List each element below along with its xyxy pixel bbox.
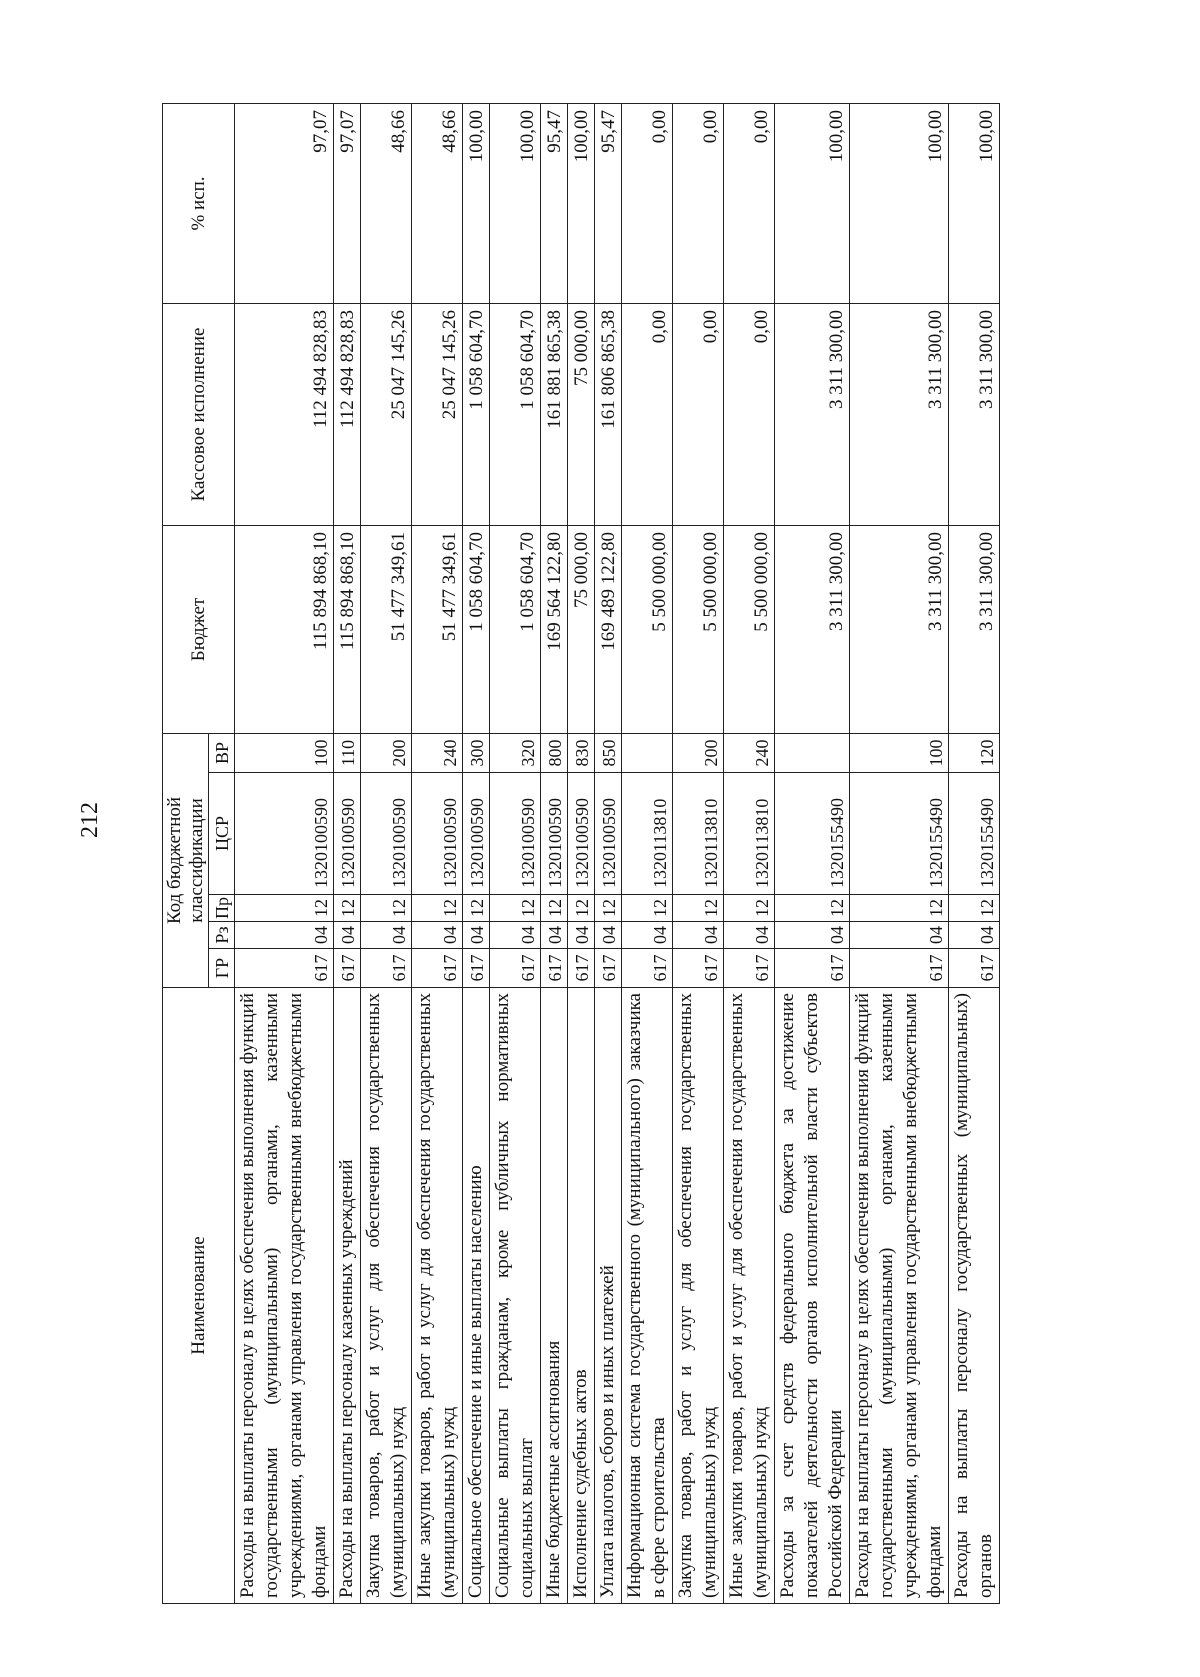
row-gr: 617 [622, 949, 673, 988]
row-execution: 1 058 604,70 [463, 303, 490, 525]
row-gr: 617 [673, 949, 724, 988]
row-execution: 75 000,00 [568, 303, 595, 525]
header-pr: Пр [209, 895, 235, 922]
row-gr: 617 [850, 949, 949, 988]
row-rz: 04 [412, 922, 463, 949]
row-budget: 3 311 300,00 [949, 525, 1000, 733]
row-csr: 1320100590 [595, 773, 622, 895]
row-percent: 97,07 [235, 103, 334, 303]
row-gr: 617 [361, 949, 412, 988]
row-vr: 120 [949, 733, 1000, 772]
row-csr: 1320155490 [949, 773, 1000, 895]
row-execution: 3 311 300,00 [850, 303, 949, 525]
row-pr: 12 [622, 895, 673, 922]
row-execution: 161 806 865,38 [595, 303, 622, 525]
row-budget: 51 477 349,61 [361, 525, 412, 733]
row-gr: 617 [235, 949, 334, 988]
header-gr: ГР [209, 949, 235, 988]
row-percent: 0,00 [724, 103, 775, 303]
row-budget: 5 500 000,00 [622, 525, 673, 733]
row-vr: 830 [568, 733, 595, 772]
row-pr: 12 [949, 895, 1000, 922]
row-rz: 04 [334, 922, 361, 949]
row-rz: 04 [622, 922, 673, 949]
row-name: Расходы на выплаты персоналу казенных учреждений [334, 988, 361, 1604]
row-execution: 161 881 865,38 [541, 303, 568, 525]
row-vr [775, 733, 850, 772]
row-budget: 3 311 300,00 [775, 525, 850, 733]
row-vr: 320 [490, 733, 541, 772]
header-budget: Бюджет [163, 525, 235, 733]
row-budget: 1 058 604,70 [490, 525, 541, 733]
row-rz: 04 [361, 922, 412, 949]
table-row [490, 103, 541, 1603]
table-row [595, 103, 622, 1603]
header-vr: ВР [209, 733, 235, 772]
row-budget: 1 058 604,70 [463, 525, 490, 733]
header-percent: % исп. [163, 103, 235, 303]
row-gr: 617 [541, 949, 568, 988]
row-percent: 100,00 [490, 103, 541, 303]
header-rz: Рз [209, 922, 235, 949]
row-rz: 04 [724, 922, 775, 949]
row-budget: 115 894 868,10 [235, 525, 334, 733]
row-name: Иные закупки товаров, работ и услуг для обеспечения государственных (муниципальных) нужд [724, 988, 775, 1604]
row-percent: 0,00 [673, 103, 724, 303]
row-execution: 25 047 145,26 [361, 303, 412, 525]
row-vr [622, 733, 673, 772]
row-percent: 100,00 [850, 103, 949, 303]
row-csr: 1320100590 [334, 773, 361, 895]
row-budget: 115 894 868,10 [334, 525, 361, 733]
table-row [775, 103, 850, 1603]
table-row [412, 103, 463, 1603]
table-body [235, 103, 1000, 1603]
row-vr: 850 [595, 733, 622, 772]
table-row [361, 103, 412, 1603]
row-csr: 1320100590 [541, 773, 568, 895]
row-name: Расходы за счет средств федерального бюджета за достижение показателей деятельности органов исполнительной власти субъектов Российской Федерации [775, 988, 850, 1604]
row-execution: 0,00 [724, 303, 775, 525]
header-execution: Кассовое исполнение [163, 303, 235, 525]
row-percent: 100,00 [949, 103, 1000, 303]
row-pr: 12 [490, 895, 541, 922]
row-rz: 04 [490, 922, 541, 949]
row-vr: 100 [850, 733, 949, 772]
row-budget: 169 489 122,80 [595, 525, 622, 733]
table-row [334, 103, 361, 1603]
row-name: Уплата налогов, сборов и иных платежей [595, 988, 622, 1604]
row-percent: 95,47 [541, 103, 568, 303]
row-pr: 12 [361, 895, 412, 922]
table-row [949, 103, 1000, 1603]
row-gr: 617 [775, 949, 850, 988]
row-rz: 04 [568, 922, 595, 949]
header-csr: ЦСР [209, 773, 235, 895]
row-percent: 100,00 [568, 103, 595, 303]
row-csr: 1320100590 [412, 773, 463, 895]
row-vr: 240 [724, 733, 775, 772]
row-csr: 1320113810 [724, 773, 775, 895]
row-rz: 04 [595, 922, 622, 949]
row-name: Социальное обеспечение и иные выплаты населению [463, 988, 490, 1604]
row-csr: 1320100590 [568, 773, 595, 895]
table-row [541, 103, 568, 1603]
header-name: Наименование [163, 988, 235, 1604]
row-vr: 110 [334, 733, 361, 772]
row-gr: 617 [949, 949, 1000, 988]
row-vr: 200 [673, 733, 724, 772]
row-name: Расходы на выплаты персоналу государственных (муниципальных) органов [949, 988, 1000, 1604]
table-row [673, 103, 724, 1603]
row-vr: 240 [412, 733, 463, 772]
row-gr: 617 [490, 949, 541, 988]
row-vr: 300 [463, 733, 490, 772]
row-name: Социальные выплаты гражданам, кроме публичных нормативных социальных выплат [490, 988, 541, 1604]
table-row [724, 103, 775, 1603]
row-execution: 0,00 [622, 303, 673, 525]
row-pr: 12 [568, 895, 595, 922]
row-gr: 617 [463, 949, 490, 988]
table-row [568, 103, 595, 1603]
row-rz: 04 [949, 922, 1000, 949]
table-row [622, 103, 673, 1603]
row-pr: 12 [724, 895, 775, 922]
row-csr: 1320113810 [622, 773, 673, 895]
row-execution: 112 494 828,83 [235, 303, 334, 525]
row-percent: 0,00 [622, 103, 673, 303]
row-csr: 1320113810 [673, 773, 724, 895]
row-rz: 04 [463, 922, 490, 949]
row-pr: 12 [463, 895, 490, 922]
row-rz: 04 [541, 922, 568, 949]
row-csr: 1320100590 [463, 773, 490, 895]
row-percent: 97,07 [334, 103, 361, 303]
row-name: Расходы на выплаты персоналу в целях обеспечения выполнения функций государственными (муниципальными) органами, казенными учреждениями, органами управления государственными внебюджетными фондами [235, 988, 334, 1604]
row-budget: 75 000,00 [568, 525, 595, 733]
row-name: Иные закупки товаров, работ и услуг для обеспечения государственных (муниципальных) нужд [412, 988, 463, 1604]
row-gr: 617 [595, 949, 622, 988]
table-row [463, 103, 490, 1603]
row-pr: 12 [595, 895, 622, 922]
row-execution: 25 047 145,26 [412, 303, 463, 525]
page-number: 212 [77, 802, 103, 838]
row-csr: 1320100590 [361, 773, 412, 895]
row-vr: 200 [361, 733, 412, 772]
row-percent: 100,00 [463, 103, 490, 303]
row-gr: 617 [412, 949, 463, 988]
row-pr: 12 [541, 895, 568, 922]
row-budget: 51 477 349,61 [412, 525, 463, 733]
row-rz: 04 [235, 922, 334, 949]
row-pr: 12 [412, 895, 463, 922]
row-csr: 1320155490 [775, 773, 850, 895]
row-csr: 1320100590 [490, 773, 541, 895]
table-row [235, 103, 334, 1603]
row-execution: 1 058 604,70 [490, 303, 541, 525]
row-name: Исполнение судебных актов [568, 988, 595, 1604]
row-percent: 48,66 [361, 103, 412, 303]
row-execution: 3 311 300,00 [949, 303, 1000, 525]
row-execution: 112 494 828,83 [334, 303, 361, 525]
row-gr: 617 [724, 949, 775, 988]
row-percent: 100,00 [775, 103, 850, 303]
row-percent: 95,47 [595, 103, 622, 303]
table-row [850, 103, 949, 1603]
row-pr: 12 [850, 895, 949, 922]
row-pr: 12 [775, 895, 850, 922]
budget-table-sheet [162, 104, 1070, 1604]
budget-execution-table [162, 103, 1000, 1604]
row-gr: 617 [334, 949, 361, 988]
row-name: Закупка товаров, работ и услуг для обеспечения государственных (муниципальных) нужд [361, 988, 412, 1604]
row-csr: 1320155490 [850, 773, 949, 895]
header-code-group: Код бюджетной классификации [163, 733, 209, 987]
row-name: Информационная система государственного (муниципального) заказчика в сфере строительства [622, 988, 673, 1604]
row-budget: 5 500 000,00 [673, 525, 724, 733]
row-rz: 04 [775, 922, 850, 949]
row-budget: 169 564 122,80 [541, 525, 568, 733]
row-pr: 12 [334, 895, 361, 922]
row-rz: 04 [673, 922, 724, 949]
row-pr: 12 [673, 895, 724, 922]
row-name: Иные бюджетные ассигнования [541, 988, 568, 1604]
row-execution: 3 311 300,00 [775, 303, 850, 525]
row-rz: 04 [850, 922, 949, 949]
row-percent: 48,66 [412, 103, 463, 303]
row-name: Расходы на выплаты персоналу в целях обеспечения выполнения функций государственными (муниципальными) органами, казенными учреждениями, органами управления государственными внебюджетными фондами [850, 988, 949, 1604]
row-vr: 800 [541, 733, 568, 772]
row-budget: 5 500 000,00 [724, 525, 775, 733]
row-vr: 100 [235, 733, 334, 772]
row-execution: 0,00 [673, 303, 724, 525]
row-name: Закупка товаров, работ и услуг для обеспечения государственных (муниципальных) нужд [673, 988, 724, 1604]
row-csr: 1320100590 [235, 773, 334, 895]
row-gr: 617 [568, 949, 595, 988]
row-budget: 3 311 300,00 [850, 525, 949, 733]
row-pr: 12 [235, 895, 334, 922]
